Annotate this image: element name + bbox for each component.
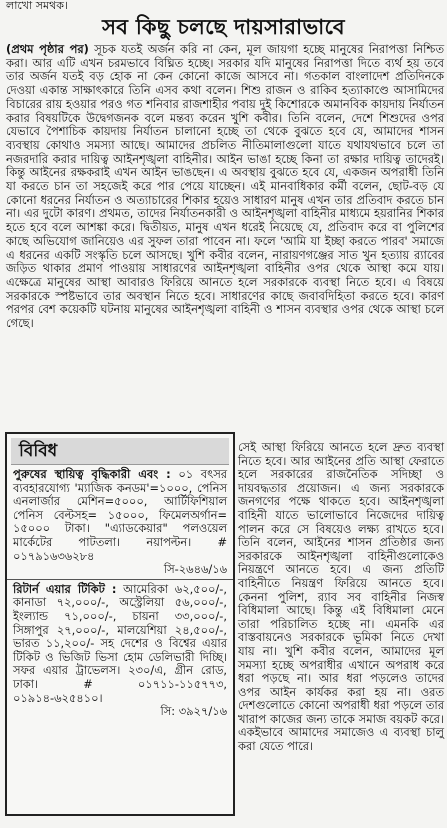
continuation-marker: (প্রথম পৃষ্ঠার পর) [6, 42, 89, 56]
article-continuation-column: সেই আস্থা ফিরিয়ে আনতে হলে দ্রুত ব্যবস্থা নিতে হবে। আর আইনের প্রতি আস্থা ফেরাতে হলে সরকারের রাজনৈতিক সদিচ্ছা ও দায়বদ্ধতার প্রয়োজন। এ জন্য সরকারকে জনগণের পক্ষে থাকতে হবে। আইনশৃঙ্খলা বাহিনী যাতে ভালোভাবে নিজেদের দায়িত্ব পালন করে সে বিষয়েও লক্ষ্য রাখতে হবে। তিনি বলেন, আইনের শাসন প্রতিষ্ঠার জন্য সরকারকে আইনশৃঙ্খলা বাহিনীগুলোকেও নিয়ন্ত্রণে আনতে হবে। এ জন্য প্রতিটি বাহিনীতে নিয়ন্ত্রণ ফিরিয়ে আনতে হবে। কেননা পুলিশ, র‌্যাব সব বাহিনীর নিজস্ব বিধিমালা আছে। কিন্তু এই বিধিমালা মেনে তারা পরিচালিত হচ্ছে না। এমনকি এর বাস্তবায়নেও সরকারকে ভূমিকা নিতে দেখা যায় না। খুশি কবীর বলেন, আমাদের মূল সমস্যা হচ্ছে অপরাধীর এখানে অপরাধ করে ধরা পড়ছে না। আর ধরা পড়লেও তাদের ওপর আইন কার্যকর করা হয় না। ওরত দেশগুলোতে কোনো অপরাধী ধরা পড়লে তার খারাপ কাজের জন্য তাকে সমাজ বয়কট করে। একইভাবে আমাদের সমাজেও এ ব্যবস্থা চালু করা যেতে পারে। [238, 440, 444, 754]
classified-ad [7, 580, 233, 721]
ad-title: রিটার্ন এয়ার টিকিট : [13, 581, 117, 596]
ad-body: ০১ বৎসর ব্যবহারযোগ্য 'ম্যাজিক কনডম'=১০০০, পেনিস এনলার্জার মেশিন=৫০০০, আর্টিফিশিয়াল পেনিস বেল্টসহ= ১৫০০০, ফিমেলঅর্গান= ১৫০০০ টাকা। "এ্যাডকেয়ার" পলওয়েল মার্কেটের পাটতলা। নয়াপল্টন। # ০১৭৯১৬৩৬২৮৪ [13, 467, 228, 563]
page-continuation-text: লাখো সমথক। [6, 0, 68, 12]
article-body [6, 43, 444, 331]
ad-title: পুরুষের স্থায়িত্ব বৃদ্ধিকারী এবং : [13, 467, 171, 481]
ad-body: আমেরিকা ৬২,৫০০/-, কানাডা ৭২,০০০/-, অস্ট্রেলিয়া ৫৬,০০০/-, ইংল্যান্ড ৭১,০০০/-, চায়না ৩৩,০০০/-, সিঙ্গাপুর ২৭,০০০/-, মালয়েশিয়া ২৪,৫০০/-, ভারত ১১,২০০/- সহ দেশের ও বিশ্বের এয়ার টিকিট ও ভিজিট ভিসা হোম ডেলিভারী দিচ্ছি। সফর এয়ার ট্রাভেলস। ২৩০/এ, গ্রীন রোড, ঢাকা। # ০১৭১১-১১৫৭৭৩, ০১৯১৪-৬২৫৪১০। [13, 581, 228, 705]
ad-code: সি: ৩৯২৭/১৬ [160, 704, 227, 719]
article-headline: সব কিছু চলছে দায়সারাভাবে [102, 14, 345, 39]
article-text-part1: সূচক যতই অর্জন করি না কেন, মূল জায়গা হচ্ছে মানুষের নিরাপত্তা নিশ্চিত করা। আর এটি এখন চরমভাবে বিঘ্নিত হচ্ছে। সরকার যদি মানুষের নিরাপত্তা দিতে ব্যর্থ হয় তবে তার অর্জন যতই বড় হোক না কেন কোনো কাজে আসবে না। গতকাল বাংলাদেশ প্রতিদিনকে দেওয়া একান্ত সাক্ষাৎকারে তিনি এসব কথা বলেন। শিশু রাজন ও রাকিব হত্যাকাণ্ডে আসামিদের বিচারের রায় হওয়ার পরও গত শনিবার রাজশাহীর পবায় দুই কিশোরকে অমানবিক কায়দায় নির্যাতন করার বিষয়টিকে উদ্বেগজনক বলে মন্তব্য করেন খুশি কবীর। তিনি বলেন, দেশে শিশুদের ওপর যেভাবে পৈশাচিক কায়দায় নির্যাতন চালানো হচ্ছে তা থেকে বুঝতে হবে যে, আমাদের শাসন ব্যবস্থায় কোথাও সমস্যা আছে। আমাদের প্রচলিত নীতিমালাগুলো যাতে যথাযথভাবে চলে তা নজরদারি করার দায়িত্ব আইনশৃঙ্খলা বাহিনীর। আইন ভাঙা হচ্ছে কিনা তা রক্ষার দায়িত্ব তাদেরই। কিন্তু আইনের রক্ষকরাই এখন আইন ভাঙছেন। এ অবস্থায় বুঝতে হবে যে, একজন অপরাধী তিনি যা করতে চান তা সহজেই করে পার পেয়ে যাচ্ছেন। এই মানবাধিকার কর্মী বলেন, ছোট-বড় যে কোনো ধরনের নির্যাতন ও অত্যাচারের শিকার হয়েও সাধারণ মানুষ এখন তার প্রতিবাদ করতে চান না। এর দুটো কারণ। প্রথমত, তাদের নির্যাতনকারী ও আইনশৃঙ্খলা বাহিনীর মাধ্যমে হয়রানির শিকার হতে হবে বলে আশঙ্কা করে। দ্বিতীয়ত, মানুষ এখন ধরেই নিয়েছে যে, প্রতিবাদ করে বা পুলিশের কাছে অভিযোগ জানিয়েও এর সুফল তারা পাবেন না। ফলে 'আমি যা ইচ্ছা করতে পারব' সমাজে এ ধরনের একটি সংস্কৃতি চলে আসছে। খুশি কবীর বলেন, নারায়ণগঞ্জের সাত খুন হত্যায় র‌্যাবের জড়িত থাকার প্রমাণ পাওয়ায় সাধারণের আইনশৃঙ্খলা বাহিনীর ওপর থেকে আস্থা কমে যায়। এক্ষেত্রে মানুষের আস্থা আবারও ফিরিয়ে আনতে হলে সরকারকে ব্যবস্থা নিতে হবে। এ বিষয়ে সরকারকে স্পষ্টভাবে তার অবস্থান নিতে হবে। সাধারণের কাছে জবাবদিহিতা করতে হবে। কারণ পরপর বেশ কয়েকটি ঘটনায় মানুষের আইনশৃঙ্খলা বাহিনী ও শাসন ব্যবস্থার ওপর থেকে আস্থা চলে গেছে। [6, 42, 444, 331]
classifieds-header: বিবিধ [11, 438, 229, 465]
classified-ad [7, 465, 233, 580]
classifieds-box [5, 432, 235, 816]
ad-code: সি-২৬৪৬/১৬ [163, 562, 227, 577]
article-paragraph [6, 43, 444, 331]
